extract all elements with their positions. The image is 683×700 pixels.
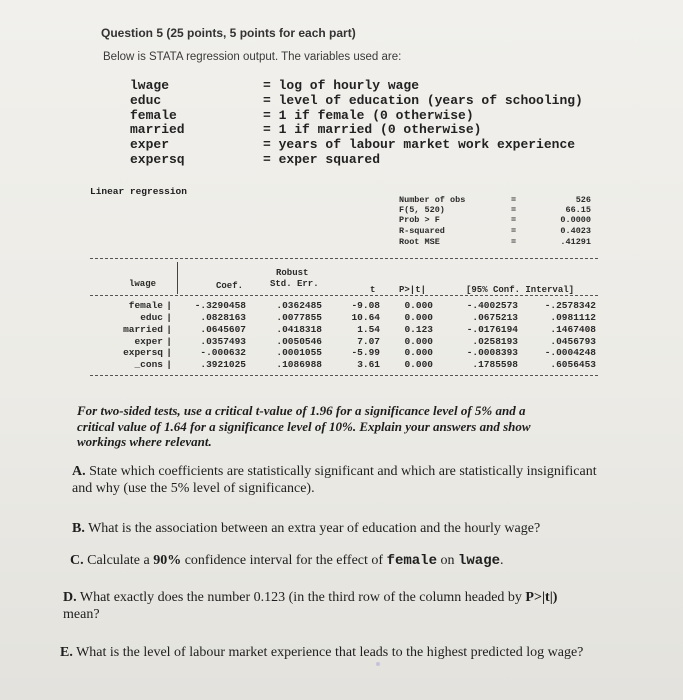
stat-value: 66.15 bbox=[565, 205, 591, 215]
variable-definition: = 1 if female (0 otherwise) bbox=[263, 108, 474, 123]
part-text: confidence interval for the effect of bbox=[184, 553, 384, 568]
row-ci-high: .1467408 bbox=[550, 324, 596, 335]
variable-name: educ bbox=[130, 93, 162, 108]
part-text: Calculate a bbox=[87, 553, 150, 568]
row-ci-low: .0258193 bbox=[472, 336, 518, 347]
row-p: 0.000 bbox=[404, 359, 433, 370]
part-percent: 90% bbox=[153, 553, 182, 568]
header-divider bbox=[177, 262, 178, 294]
part-text: What is the association between an extra year of education and the hourly wage? bbox=[88, 521, 541, 536]
row-t: -5.99 bbox=[351, 347, 380, 358]
header-dependent-var: lwage bbox=[129, 279, 157, 289]
row-variable: exper bbox=[134, 336, 163, 347]
part-d bbox=[63, 589, 557, 623]
row-std-err: .0418318 bbox=[276, 324, 322, 335]
table-top-rule bbox=[90, 258, 598, 259]
row-std-err: .0077855 bbox=[276, 312, 322, 323]
part-text: mean? bbox=[63, 607, 100, 622]
stat-row bbox=[399, 226, 591, 237]
row-ci-high: -.0004248 bbox=[544, 347, 596, 358]
row-t: 10.64 bbox=[351, 312, 380, 323]
variable-code: female bbox=[386, 553, 437, 569]
row-t: 7.07 bbox=[357, 336, 380, 347]
part-text: and why (use the 5% level of significance). bbox=[72, 481, 315, 496]
stat-label: Prob > F bbox=[399, 215, 440, 225]
table-row bbox=[0, 324, 683, 336]
variable-name: exper bbox=[130, 137, 170, 152]
row-separator: | bbox=[166, 359, 172, 370]
part-period: . bbox=[500, 553, 504, 568]
row-separator: | bbox=[166, 324, 172, 335]
row-variable: _cons bbox=[134, 359, 163, 370]
stat-label: Root MSE bbox=[399, 237, 440, 247]
stat-equals: = bbox=[511, 237, 517, 247]
stat-label: R-squared bbox=[399, 226, 445, 236]
stat-row bbox=[399, 215, 591, 226]
row-ci-low: .1785598 bbox=[472, 359, 518, 370]
header-t: t bbox=[370, 285, 376, 295]
table-row bbox=[0, 347, 683, 359]
part-text: State which coefficients are statistically significant and which are statistically insignificant bbox=[89, 464, 597, 479]
row-coef: -.000632 bbox=[200, 347, 246, 358]
question-intro: Below is STATA regression output. The variables used are: bbox=[103, 51, 402, 63]
instructions-line: critical value of 1.64 for a significance level of 10%. Explain your answers and show bbox=[77, 418, 531, 434]
row-coef: -.3290458 bbox=[194, 300, 246, 311]
table-bottom-rule bbox=[90, 375, 598, 376]
stat-equals: = bbox=[511, 195, 517, 205]
part-a bbox=[72, 463, 597, 497]
table-row bbox=[0, 312, 683, 324]
row-p: 0.000 bbox=[404, 300, 433, 311]
variable-definition: = 1 if married (0 otherwise) bbox=[263, 122, 482, 137]
row-ci-low: -.4002573 bbox=[466, 300, 518, 311]
stat-equals: = bbox=[511, 215, 517, 225]
instructions-line: For two-sided tests, use a critical t-value of 1.96 for a significance level of 5% and a bbox=[77, 403, 526, 418]
part-text: on bbox=[440, 553, 455, 568]
row-variable: educ bbox=[140, 312, 163, 323]
row-ci-low: -.0008393 bbox=[466, 347, 518, 358]
variable-definition: = exper squared bbox=[263, 152, 381, 167]
row-t: 1.54 bbox=[357, 324, 380, 335]
stat-value: 526 bbox=[575, 195, 591, 205]
stat-value: 0.4023 bbox=[560, 226, 591, 236]
row-ci-high: .6056453 bbox=[550, 359, 596, 370]
stat-equals: = bbox=[511, 205, 517, 215]
row-t: -9.08 bbox=[351, 300, 380, 311]
row-p: 0.000 bbox=[404, 347, 433, 358]
row-p: 0.123 bbox=[404, 324, 433, 335]
variable-name: expersq bbox=[130, 152, 185, 167]
row-variable: female bbox=[128, 300, 163, 311]
variable-code: lwage bbox=[457, 553, 500, 569]
instructions-line: workings where relevant. bbox=[77, 434, 212, 449]
instructions-note bbox=[77, 403, 531, 450]
row-p: 0.000 bbox=[404, 312, 433, 323]
table-header-rule bbox=[90, 295, 598, 296]
row-separator: | bbox=[166, 347, 172, 358]
row-coef: .0645607 bbox=[200, 324, 246, 335]
stat-value: 0.0000 bbox=[560, 215, 591, 225]
stat-value: .41291 bbox=[560, 237, 591, 247]
row-ci-high: -.2578342 bbox=[544, 300, 596, 311]
row-separator: | bbox=[166, 300, 172, 311]
cursor-dot bbox=[376, 662, 380, 666]
header-coef: Coef. bbox=[216, 281, 244, 291]
variable-name: female bbox=[130, 108, 177, 123]
part-label: D. bbox=[63, 590, 77, 605]
row-ci-low: .0675213 bbox=[472, 312, 518, 323]
part-label: E. bbox=[60, 645, 73, 660]
row-std-err: .1086988 bbox=[276, 359, 322, 370]
part-c bbox=[70, 552, 504, 570]
row-separator: | bbox=[166, 336, 172, 347]
row-ci-high: .0456793 bbox=[550, 336, 596, 347]
part-b bbox=[72, 520, 540, 537]
row-variable: married bbox=[123, 324, 163, 335]
part-e bbox=[60, 644, 583, 661]
header-ci: [95% Conf. Interval] bbox=[466, 285, 575, 295]
part-label: B. bbox=[72, 521, 85, 536]
header-se-top: Robust bbox=[276, 268, 309, 278]
table-row bbox=[0, 300, 683, 312]
row-p: 0.000 bbox=[404, 336, 433, 347]
row-ci-high: .0981112 bbox=[550, 312, 596, 323]
header-se-bottom: Std. Err. bbox=[270, 279, 319, 289]
part-label: C. bbox=[70, 553, 84, 568]
stat-label: F(5, 520) bbox=[399, 205, 445, 215]
header-p: P>|t| bbox=[399, 285, 427, 295]
stat-row bbox=[399, 237, 591, 248]
row-ci-low: -.0176194 bbox=[466, 324, 518, 335]
stat-equals: = bbox=[511, 226, 517, 236]
variable-definition: = log of hourly wage bbox=[263, 78, 420, 93]
row-coef: .0828163 bbox=[200, 312, 246, 323]
row-std-err: .0362485 bbox=[276, 300, 322, 311]
row-std-err: .0001055 bbox=[276, 347, 322, 358]
row-separator: | bbox=[166, 312, 172, 323]
part-text: What is the level of labour market experience that leads to the highest predicted log wage? bbox=[76, 645, 584, 660]
variable-name: lwage bbox=[130, 78, 170, 93]
part-label: A. bbox=[72, 464, 86, 479]
p-value-symbol: P>|t|) bbox=[525, 590, 558, 605]
stat-label: Number of obs bbox=[399, 195, 466, 205]
question-title: Question 5 (25 points, 5 points for each part) bbox=[101, 26, 356, 40]
variable-definition: = level of education (years of schooling) bbox=[263, 93, 583, 108]
row-coef: .0357493 bbox=[200, 336, 246, 347]
row-coef: .3921025 bbox=[200, 359, 246, 370]
row-t: 3.61 bbox=[357, 359, 380, 370]
table-row bbox=[0, 359, 683, 371]
variable-name: married bbox=[130, 122, 185, 137]
regression-title: Linear regression bbox=[90, 186, 187, 197]
part-text: What exactly does the number 0.123 (in the third row of the column headed by bbox=[79, 590, 522, 605]
row-std-err: .0050546 bbox=[276, 336, 322, 347]
row-variable: expersq bbox=[123, 347, 163, 358]
variable-definition: = years of labour market work experience bbox=[263, 137, 576, 152]
